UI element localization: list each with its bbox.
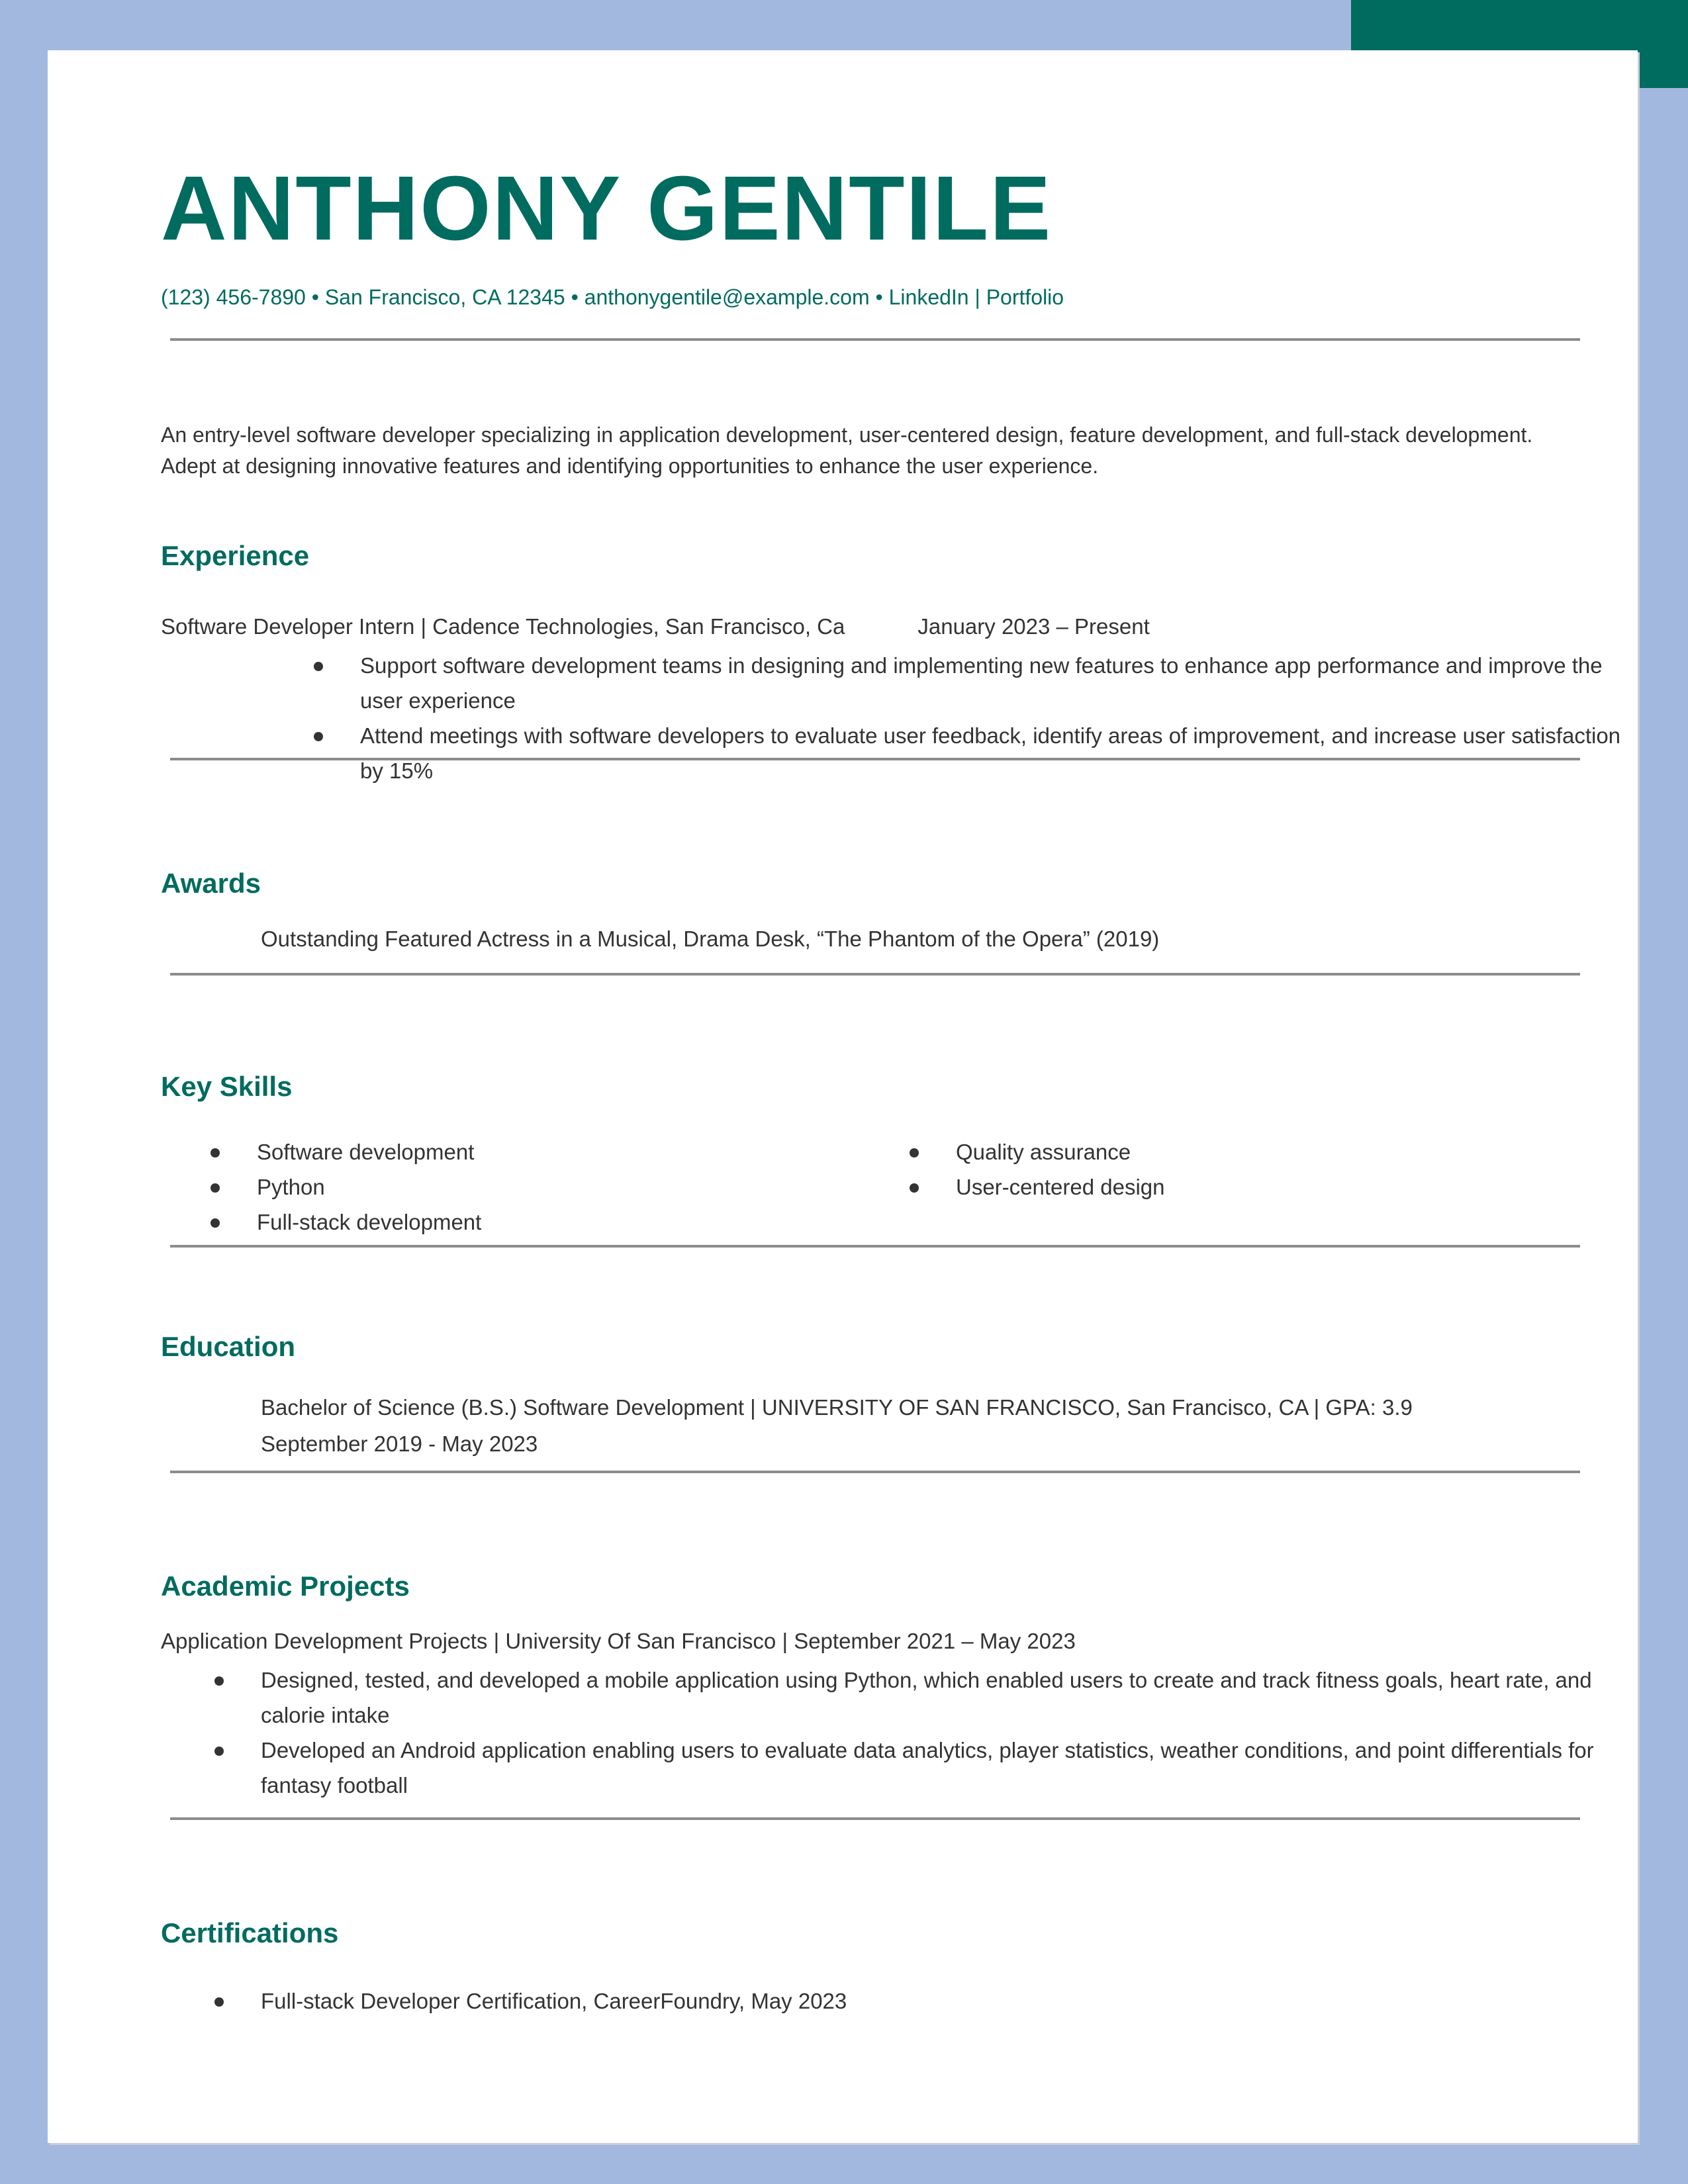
- skill-item: Quality assurance: [956, 1134, 1552, 1169]
- job-header: [161, 614, 1150, 639]
- education-dates: September 2019 - May 2023: [261, 1432, 538, 1456]
- certification-list: [261, 1983, 1585, 2019]
- divider: [170, 338, 1580, 341]
- bullet-icon: [214, 1676, 224, 1686]
- list-item: Developed an Android application enabling users to evaluate data analytics, player statistics, weather conditions, and point differentials for fantasy football: [261, 1733, 1631, 1803]
- bullet-icon: [214, 1997, 224, 2007]
- skill-item: Software development: [257, 1134, 853, 1169]
- resume-page: [48, 50, 1638, 2143]
- section-title-awards: Awards: [161, 868, 261, 899]
- bullet-icon: [211, 1218, 220, 1228]
- divider: [170, 1471, 1580, 1473]
- award-item: Outstanding Featured Actress in a Musical, Drama Desk, “The Phantom of the Opera” (2019): [261, 927, 1160, 951]
- bullet-icon: [314, 662, 323, 671]
- bullet-icon: [910, 1183, 919, 1193]
- skills-list-left: [257, 1134, 853, 1240]
- skills-list-right: [956, 1134, 1552, 1205]
- divider: [170, 1817, 1580, 1820]
- project-header: Application Development Projects | University Of San Francisco | September 2021 – May 2023: [161, 1629, 1076, 1653]
- candidate-name: ANTHONY GENTILE: [161, 158, 1053, 259]
- bullet-icon: [211, 1148, 220, 1158]
- contact-line: (123) 456-7890 • San Francisco, CA 12345 • anthonygentile@example.com • LinkedIn | Portfolio: [161, 285, 1064, 309]
- job-title: Software Developer Intern | Cadence Technologies, San Francisco, Ca: [161, 614, 845, 639]
- project-bullets: [261, 1662, 1631, 1803]
- bullet-icon: [910, 1148, 919, 1158]
- divider: [170, 973, 1580, 976]
- experience-bullets: [360, 648, 1638, 788]
- summary: An entry-level software developer specializing in application development, user-centered design, feature development, and full-stack development. Adept at designing innovative features and identifying opportunities to enhance the user experience.: [161, 423, 1533, 478]
- skill-item: Full-stack development: [257, 1205, 853, 1240]
- education-entry: [261, 1389, 1413, 1462]
- section-title-experience: Experience: [161, 540, 310, 571]
- list-item: Support software development teams in designing and implementing new features to enhance app performance and improve the user experience: [360, 648, 1638, 718]
- section-title-education: Education: [161, 1331, 296, 1362]
- section-title-academic-projects: Academic Projects: [161, 1570, 410, 1602]
- job-dates: January 2023 – Present: [917, 614, 1150, 639]
- skill-item: Python: [257, 1169, 853, 1205]
- education-degree: Bachelor of Science (B.S.) Software Development | UNIVERSITY OF SAN FRANCISCO, San Francisco, CA | GPA: 3.9: [261, 1395, 1413, 1420]
- skill-item: User-centered design: [956, 1169, 1552, 1205]
- list-item: Full-stack Developer Certification, CareerFoundry, May 2023: [261, 1983, 1585, 2019]
- divider: [170, 1245, 1580, 1248]
- list-item: Designed, tested, and developed a mobile application using Python, which enabled users to create and track fitness goals, heart rate, and calorie intake: [261, 1662, 1631, 1733]
- divider: [170, 758, 1580, 760]
- list-item: Attend meetings with software developers to evaluate user feedback, identify areas of improvement, and increase user satisfaction by 15%: [360, 718, 1638, 788]
- bullet-icon: [314, 732, 323, 741]
- section-title-certifications: Certifications: [161, 1917, 339, 1948]
- bullet-icon: [214, 1747, 224, 1756]
- section-title-key-skills: Key Skills: [161, 1071, 293, 1102]
- bullet-icon: [211, 1183, 220, 1193]
